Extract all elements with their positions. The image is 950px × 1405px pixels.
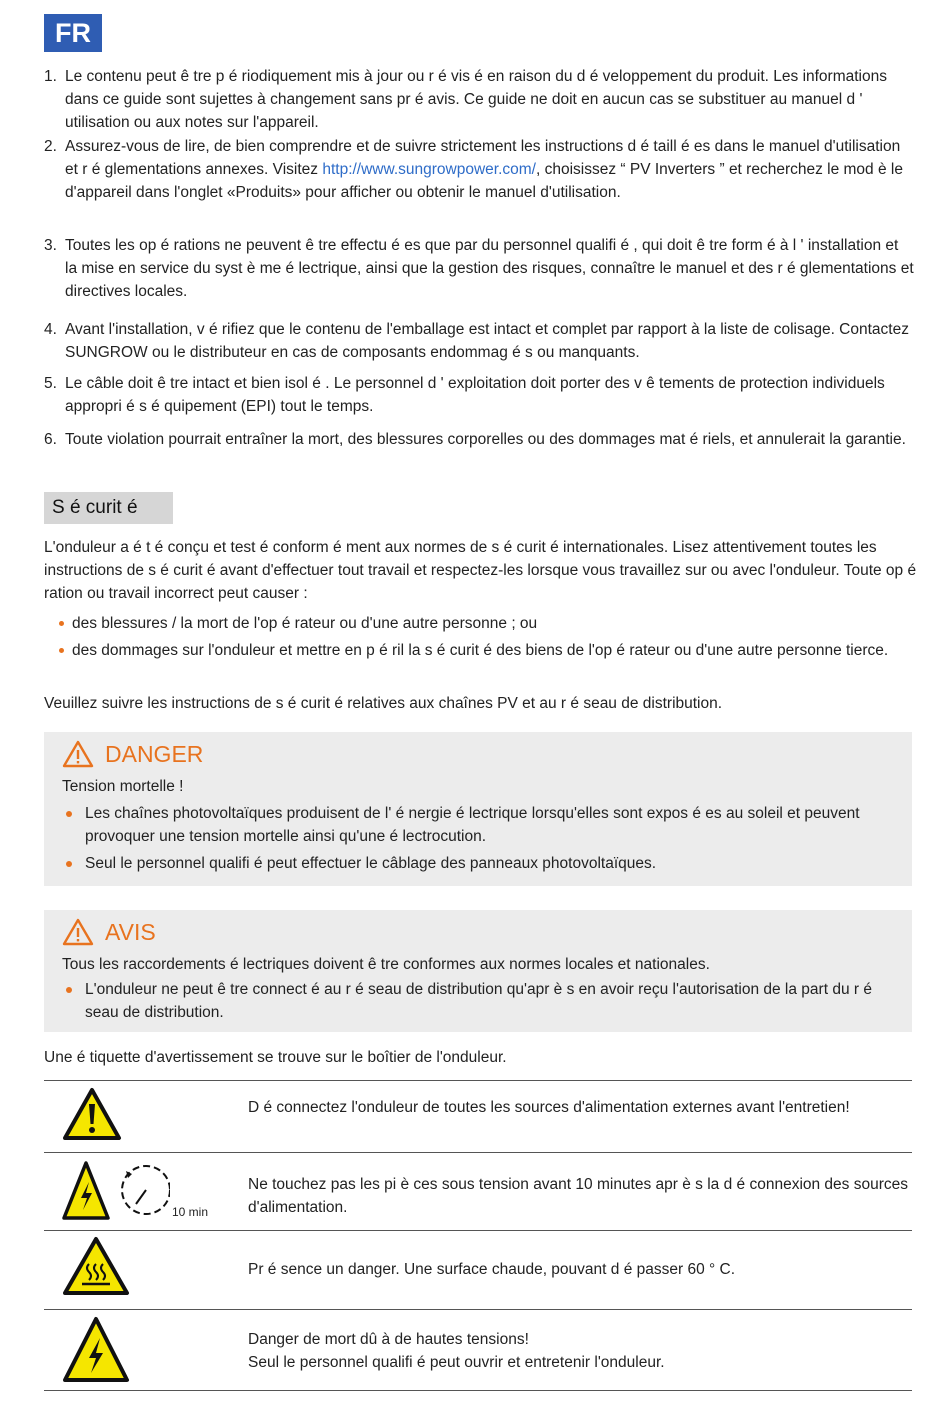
item-number: 5. (44, 375, 57, 392)
list-item (44, 428, 914, 451)
list-item (44, 318, 914, 364)
list-item: des blessures / la mort de l'op é rateur ou d'une autre personne ; ou (44, 612, 924, 635)
item-text: Le contenu peut ê tre p é riodiquement mis à jour ou r é vis é en raison du d é veloppement du produit. Les informations dans ce guide sont sujettes à changement sans pr é avis. Ce guide ne doit en aucun cas se substituer au manuel d ' utilisation ou aux notes sur l'appareil. (65, 68, 887, 131)
label-note: Une é tiquette d'avertissement se trouve sur le boîtier de l'onduleur. (44, 1049, 507, 1066)
list-item: des dommages sur l'onduleur et mettre en p é ril la s é curit é des biens de l'op é rateur ou d'une autre personne tierce. (44, 639, 904, 662)
item-number: 6. (44, 431, 57, 448)
item-text: Avant l'installation, v é rifiez que le contenu de l'emballage est intact et complet par rapport à la liste de colisage. Contactez SUNGROW ou le distributeur en cas de composants endommag é s ou manquants. (65, 321, 909, 361)
item-number: 4. (44, 321, 57, 338)
table-divider (44, 1080, 912, 1081)
language-badge: FR (44, 14, 102, 52)
list-item: L'onduleur ne peut ê tre connect é au r é seau de distribution qu'apr è s en avoir reçu l'autorisation de la part du r é seau de distribution. (62, 978, 902, 1024)
timer-caption: 10 min (172, 1205, 209, 1219)
list-item: Les chaînes photovoltaïques produisent de l' é nergie é lectrique lorsqu'elles sont expos é es au soleil et peuvent provoquer une tension mortelle ainsi qu'une é lectrocution. (62, 802, 902, 848)
label-text: D é connectez l'onduleur de toutes les sources d'alimentation externes avant l'entretien! (248, 1099, 850, 1116)
website-link[interactable]: http://www.sungrowpower.com/ (322, 161, 536, 178)
table-divider (44, 1230, 912, 1231)
label-text: Danger de mort dû à de hautes tensions! (248, 1331, 529, 1348)
item-text: Assurez-vous de lire, de bien comprendre et de suivre strictement les instructions d é taill é es dans le manuel d'utilisation et r é glementations annexes. Visitez (65, 138, 901, 178)
notice-subtitle: Tous les raccordements é lectriques doivent ê tre conformes aux normes locales et nationales. (62, 956, 710, 973)
table-divider (44, 1390, 912, 1391)
warning-exclamation-icon (62, 1087, 122, 1141)
label-text: Pr é sence un danger. Une surface chaude, pouvant d é passer 60 ° C. (248, 1261, 736, 1278)
item-text: Toute violation pourrait entraîner la mort, des blessures corporelles ou des dommages mat é riels, et annulerait la garantie. (65, 431, 906, 448)
warning-icon (62, 740, 94, 768)
label-text: Seul le personnel qualifi é peut ouvrir et entretenir l'onduleur. (248, 1354, 665, 1371)
hot-surface-icon (62, 1236, 130, 1296)
list-item: Seul le personnel qualifi é peut effectuer le câblage des panneaux photovoltaïques. (62, 852, 902, 875)
high-voltage-timer-icon (62, 1160, 170, 1222)
table-divider (44, 1309, 912, 1310)
label-text: Ne touchez pas les pi è ces sous tension avant 10 minutes apr è s la d é connexion des sources d'alimentation. (248, 1176, 908, 1216)
item-number: 1. (44, 68, 57, 85)
item-text: Toutes les op é rations ne peuvent ê tre effectu é es que par du personnel qualifi é , qui doit ê tre form é à l ' installation et la mise en service du syst è me é lectrique, ainsi que la gestion des risques, connaître le manuel et des r é glementations et directives locales. (65, 237, 914, 300)
list-item (44, 372, 914, 418)
item-number: 2. (44, 138, 57, 155)
list-item (44, 234, 914, 303)
table-divider (44, 1152, 912, 1153)
list-item (44, 135, 914, 204)
danger-subtitle: Tension mortelle ! (62, 778, 184, 795)
item-number: 3. (44, 237, 57, 254)
section-heading: S é curit é (44, 492, 173, 524)
follow-paragraph: Veuillez suivre les instructions de s é curit é relatives aux chaînes PV et au r é seau de distribution. (44, 695, 723, 712)
item-text: Le câble doit ê tre intact et bien isol é . Le personnel d ' exploitation doit porter des v ê tements de protection individuels appropri é s é quipement (EPI) tout le temps. (65, 375, 885, 415)
security-paragraph: L'onduleur a é t é conçu et test é conform é ment aux normes de s é curit é internationales. Lisez attentivement toutes les instructions de s é curit é avant d'effectuer tout travail et respectez-les lorsque vous travaillez sur ou avec l'onduleur. Toute op é ration ou travail incorrect peut causer : (44, 539, 917, 602)
warning-icon (62, 918, 94, 946)
item-text: , choisissez “ PV Inverters ” et recherchez le mod è le d'appareil dans l'onglet «Produits» pour afficher ou obtenir le manuel d'utilisation. (65, 161, 903, 201)
list-item (44, 65, 914, 134)
high-voltage-icon (62, 1316, 130, 1384)
